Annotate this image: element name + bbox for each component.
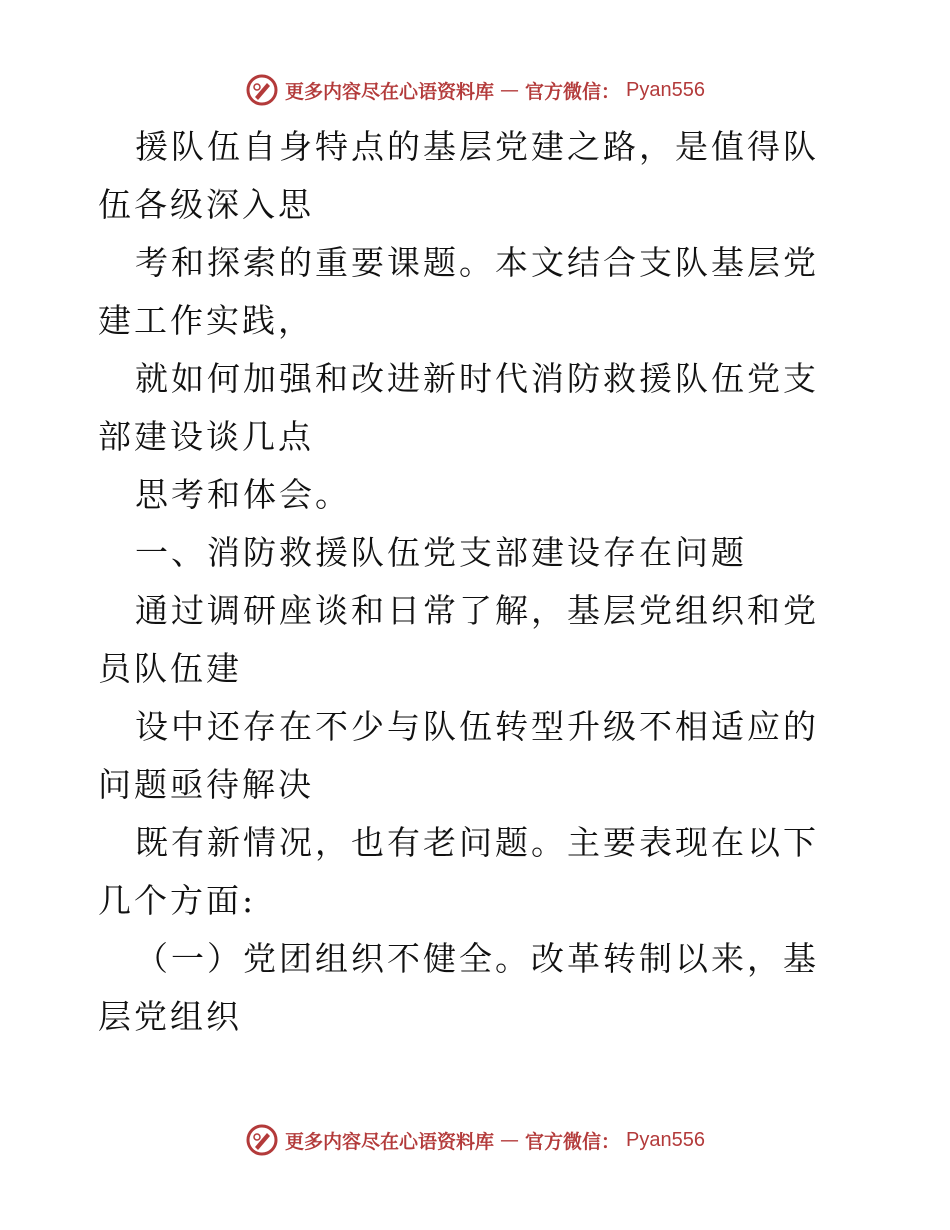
paragraph: （一）党团组织不健全。改革转制以来，基层党组织 (98, 939, 819, 1036)
section-heading: 一、消防救援队伍党支部建设存在问题 (135, 533, 747, 572)
watermark-official-text: 官方微信： (525, 1130, 621, 1153)
paragraph: 设中还存在不少与队伍转型升级不相适应的问题亟待解决 (98, 707, 819, 804)
footer-watermark (0, 1120, 950, 1160)
header-watermark (0, 70, 950, 110)
watermark-official-text: 官方微信： (525, 80, 621, 103)
paragraph: 思考和体会。 (135, 475, 351, 514)
pen-nib-logo-icon (245, 1123, 279, 1157)
watermark-separator: — (500, 1129, 520, 1151)
watermark-site-text: 更多内容尽在心语资料库 (285, 80, 495, 103)
paragraph: 既有新情况，也有老问题。主要表现在以下几个方面: (98, 823, 819, 920)
watermark-site-text: 更多内容尽在心语资料库 (285, 1130, 495, 1153)
pen-nib-logo-icon (245, 73, 279, 107)
watermark-wechat-id: Pyan556 (626, 1128, 705, 1151)
paragraph: 援队伍自身特点的基层党建之路，是值得队伍各级深入思 (98, 127, 819, 224)
paragraph: 考和探索的重要课题。本文结合支队基层党建工作实践， (98, 243, 819, 340)
watermark-wechat-id: Pyan556 (626, 78, 705, 101)
paragraph: 就如何加强和改进新时代消防救援队伍党支部建设谈几点 (98, 359, 819, 456)
watermark-separator: — (500, 79, 520, 101)
document-body (98, 118, 853, 1046)
paragraph: 通过调研座谈和日常了解，基层党组织和党员队伍建 (98, 591, 819, 688)
